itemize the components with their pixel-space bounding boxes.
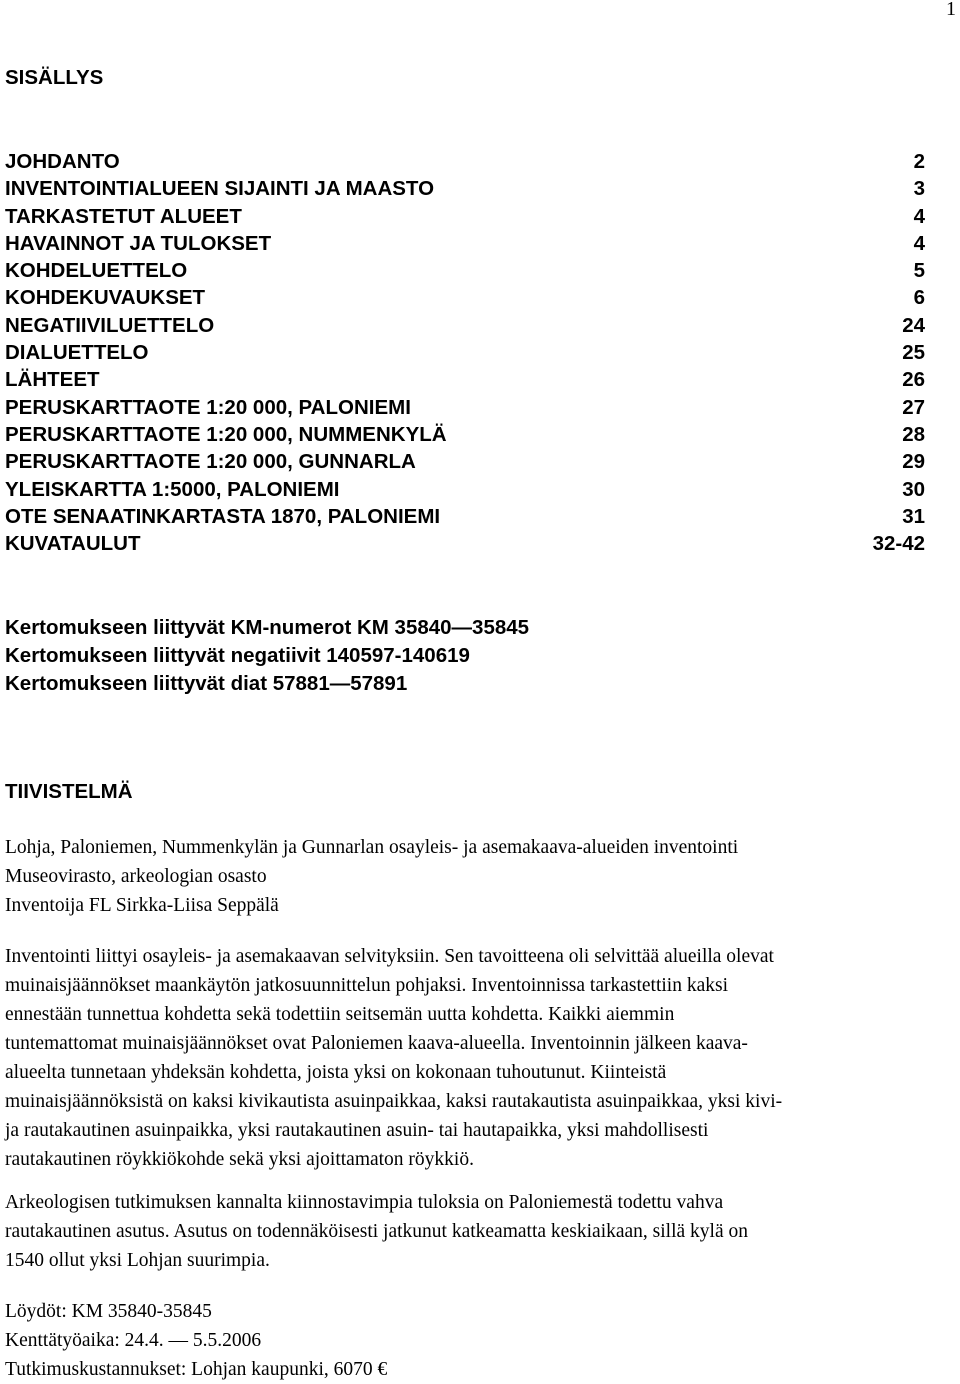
toc-entry-page: 27 bbox=[902, 395, 925, 419]
toc-entry-page: 28 bbox=[902, 422, 925, 446]
toc-entry bbox=[5, 339, 925, 366]
toc-entry bbox=[5, 394, 925, 421]
toc-entry-title: LÄHTEET bbox=[5, 368, 100, 392]
reference-line: Kertomukseen liittyvät KM-numerot KM 35840—35845 bbox=[5, 616, 530, 639]
toc-entry-page: 25 bbox=[902, 341, 925, 365]
detail-line: Kenttätyöaika: 24.4. — 5.5.2006 bbox=[5, 1330, 262, 1351]
toc-entry bbox=[5, 448, 925, 475]
toc-entry-page: 32-42 bbox=[872, 532, 925, 556]
toc-entry bbox=[5, 421, 925, 448]
info-line: Lohja, Paloniemen, Nummenkylän ja Gunnarlan osayleis- ja asemakaava-alueiden inventointi bbox=[5, 837, 739, 858]
toc-entry-page: 29 bbox=[902, 450, 925, 474]
paragraph-line: muinaisjäännöksistä on kaksi kivikautista asuinpaikkaa, kaksi rautakautista asuinpaikkaa, yksi kivi- bbox=[5, 1091, 783, 1112]
table-of-contents bbox=[5, 148, 925, 557]
paragraph-line: tuntemattomat muinaisjäännökset ovat Paloniemen kaava-alueella. Inventoinnin jälkeen kaava- bbox=[5, 1033, 748, 1054]
paragraph-line: alueelta tunnetaan yhdeksän kohdetta, joista yksi on kokonaan tuhoutunut. Kiinteistä bbox=[5, 1062, 667, 1083]
toc-entry-page: 4 bbox=[913, 204, 925, 228]
paragraph-line: Arkeologisen tutkimuksen kannalta kiinnostavimpia tuloksia on Paloniemestä todettu vahva bbox=[5, 1192, 724, 1213]
toc-entry-title: DIALUETTELO bbox=[5, 341, 149, 365]
reference-numbers bbox=[5, 614, 529, 698]
paragraph-line: 1540 ollut yksi Lohjan suurimpia. bbox=[5, 1250, 270, 1271]
toc-entry-title: KUVATAULUT bbox=[5, 532, 141, 556]
toc-entry-title: OTE SENAATINKARTASTA 1870, PALONIEMI bbox=[5, 504, 441, 528]
toc-entry-page: 26 bbox=[902, 368, 925, 392]
toc-entry-title: NEGATIIVILUETTELO bbox=[5, 313, 215, 337]
toc-entry-title: KOHDELUETTELO bbox=[5, 259, 188, 283]
toc-entry-title: KOHDEKUVAUKSET bbox=[5, 286, 206, 310]
toc-entry bbox=[5, 148, 925, 175]
summary-info bbox=[5, 833, 738, 920]
paragraph-line: muinaisjäännökset maankäytön jatkosuunnittelun pohjaksi. Inventoinnissa tarkastettiin kaksi bbox=[5, 975, 728, 996]
paragraph-line: rautakautinen röykkiökohde sekä yksi ajoittamaton röykkiö. bbox=[5, 1149, 474, 1170]
toc-entry bbox=[5, 503, 925, 530]
toc-entry-page: 4 bbox=[913, 231, 925, 255]
toc-entry-title: PERUSKARTTAOTE 1:20 000, PALONIEMI bbox=[5, 395, 411, 419]
toc-entry-title: JOHDANTO bbox=[5, 150, 120, 173]
toc-entry bbox=[5, 257, 925, 284]
summary-details bbox=[5, 1297, 387, 1384]
reference-line: Kertomukseen liittyvät diat 57881—57891 bbox=[5, 672, 408, 695]
toc-entry bbox=[5, 530, 925, 557]
summary-paragraph-1 bbox=[5, 942, 950, 1174]
detail-line: Löydöt: KM 35840-35845 bbox=[5, 1301, 212, 1322]
toc-entry-title: PERUSKARTTAOTE 1:20 000, GUNNARLA bbox=[5, 450, 416, 474]
toc-entry-page: 31 bbox=[902, 504, 925, 528]
toc-entry-title: HAVAINNOT JA TULOKSET bbox=[5, 231, 272, 255]
toc-entry-page: 5 bbox=[913, 259, 925, 283]
paragraph-line: ennestään tunnettua kohdetta sekä todettiin seitsemän uutta kohdetta. Kaikki aiemmin bbox=[5, 1004, 675, 1025]
toc-entry-title: TARKASTETUT ALUEET bbox=[5, 204, 242, 228]
toc-entry-title: PERUSKARTTAOTE 1:20 000, NUMMENKYLÄ bbox=[5, 422, 447, 446]
toc-entry bbox=[5, 230, 925, 257]
toc-entry-page: 24 bbox=[902, 313, 925, 337]
paragraph-line: rautakautinen asutus. Asutus on todennäköisesti jatkunut katkeamatta keskiaikaan, sillä kylä on bbox=[5, 1221, 748, 1242]
toc-entry bbox=[5, 203, 925, 230]
reference-line: Kertomukseen liittyvät negatiivit 140597-140619 bbox=[5, 644, 470, 667]
toc-entry-page: 6 bbox=[913, 286, 925, 310]
toc-entry bbox=[5, 366, 925, 393]
info-line: Inventoija FL Sirkka-Liisa Seppälä bbox=[5, 895, 279, 916]
toc-entry bbox=[5, 312, 925, 339]
toc-entry-page: 3 bbox=[913, 177, 925, 201]
summary-paragraph-2 bbox=[5, 1188, 950, 1275]
toc-entry-page: 2 bbox=[913, 150, 925, 173]
toc-entry-page: 30 bbox=[902, 477, 925, 501]
toc-entry bbox=[5, 476, 925, 503]
detail-line: Tutkimuskustannukset: Lohjan kaupunki, 6070 € bbox=[5, 1359, 388, 1380]
paragraph-line: Inventointi liittyi osayleis- ja asemakaavan selvityksiin. Sen tavoitteena oli selvittää alueilla olevat bbox=[5, 946, 774, 967]
page-number: 1 bbox=[946, 0, 956, 20]
toc-entry bbox=[5, 284, 925, 311]
summary-heading: TIIVISTELMÄ bbox=[5, 780, 133, 803]
toc-heading: SISÄLLYS bbox=[5, 66, 104, 89]
info-line: Museovirasto, arkeologian osasto bbox=[5, 866, 267, 887]
toc-entry-title: YLEISKARTTA 1:5000, PALONIEMI bbox=[5, 477, 340, 501]
paragraph-line: ja rautakautinen asuinpaikka, yksi rautakautinen asuin- tai hautapaikka, yksi mahdollisesti bbox=[5, 1120, 709, 1141]
toc-entry-title: INVENTOINTIALUEEN SIJAINTI JA MAASTO bbox=[5, 177, 435, 201]
toc-entry bbox=[5, 175, 925, 202]
